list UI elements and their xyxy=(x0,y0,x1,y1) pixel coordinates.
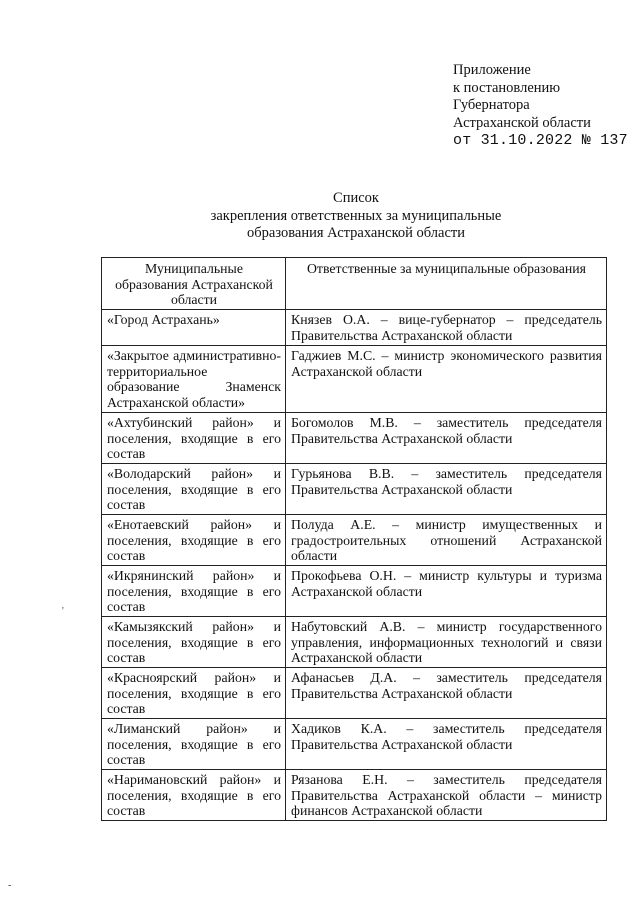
responsible-cell: Полуда А.Е. – министр имущественных и градостроительных отношений Астраханской области xyxy=(286,515,607,566)
table-row xyxy=(102,413,607,464)
table-row xyxy=(102,770,607,821)
municipality-cell: «Город Астрахань» xyxy=(102,310,286,346)
appendix-line-1: Приложение xyxy=(453,62,531,78)
scan-speck: ' xyxy=(62,606,64,617)
appendix-date-line: от 31.10.2022 № 137 xyxy=(453,132,628,149)
header-municipalities: Муниципальные образования Астраханской области xyxy=(102,258,286,310)
responsible-cell: Прокофьева О.Н. – министр культуры и туризма Астраханской области xyxy=(286,566,607,617)
responsible-cell: Гаджиев М.С. – министр экономического развития Астраханской области xyxy=(286,346,607,413)
title-line-1: Список xyxy=(333,190,379,206)
table-row xyxy=(102,617,607,668)
responsibility-table xyxy=(101,257,607,821)
document-title xyxy=(100,190,612,243)
municipality-cell: «Енотаевский район» и поселения, входящие в его состав xyxy=(102,515,286,566)
table-row xyxy=(102,515,607,566)
municipality-cell: «Икрянинский район» и поселения, входящие в его состав xyxy=(102,566,286,617)
responsible-cell: Набутовский А.В. – министр государственного управления, информационных технологий и связи Астраханской области xyxy=(286,617,607,668)
municipality-cell: «Красноярский район» и поселения, входящие в его состав xyxy=(102,668,286,719)
municipality-cell: «Наримановский район» и поселения, входящие в его состав xyxy=(102,770,286,821)
responsible-cell: Гурьянова В.В. – заместитель председателя Правительства Астраханской области xyxy=(286,464,607,515)
table-row xyxy=(102,668,607,719)
municipality-cell: «Закрытое административно-территориальное образование Знаменск Астраханской области» xyxy=(102,346,286,413)
table-header-row xyxy=(102,258,607,310)
appendix-line-4: Астраханской области xyxy=(453,114,591,131)
appendix-block xyxy=(453,62,628,150)
municipality-cell: «Лиманский район» и поселения, входящие в его состав xyxy=(102,719,286,770)
responsible-cell: Хадиков К.А. – заместитель председателя Правительства Астраханской области xyxy=(286,719,607,770)
municipality-cell: «Володарский район» и поселения, входящие в его состав xyxy=(102,464,286,515)
table-row xyxy=(102,310,607,346)
appendix-line-2: к постановлению xyxy=(453,79,561,96)
municipality-cell: «Камызякский район» и поселения, входящие в его состав xyxy=(102,617,286,668)
table-row xyxy=(102,464,607,515)
title-line-3: образования Астраханской области xyxy=(247,225,465,241)
responsible-cell: Князев О.А. – вице-губернатор – председатель Правительства Астраханской области xyxy=(286,310,607,346)
table-row xyxy=(102,719,607,770)
responsible-cell: Афанасьев Д.А. – заместитель председателя Правительства Астраханской области xyxy=(286,668,607,719)
scan-speck: - xyxy=(8,880,12,891)
municipality-cell: «Ахтубинский район» и поселения, входящие в его состав xyxy=(102,413,286,464)
responsible-cell: Богомолов М.В. – заместитель председателя Правительства Астраханской области xyxy=(286,413,607,464)
title-line-2: закрепления ответственных за муниципальные xyxy=(210,207,502,224)
table-row xyxy=(102,566,607,617)
header-responsible: Ответственные за муниципальные образования xyxy=(286,258,607,310)
appendix-line-3: Губернатора xyxy=(453,97,530,113)
responsible-cell: Рязанова Е.Н. – заместитель председателя Правительства Астраханской области – министр финансов Астраханской области xyxy=(286,770,607,821)
table-row xyxy=(102,346,607,413)
